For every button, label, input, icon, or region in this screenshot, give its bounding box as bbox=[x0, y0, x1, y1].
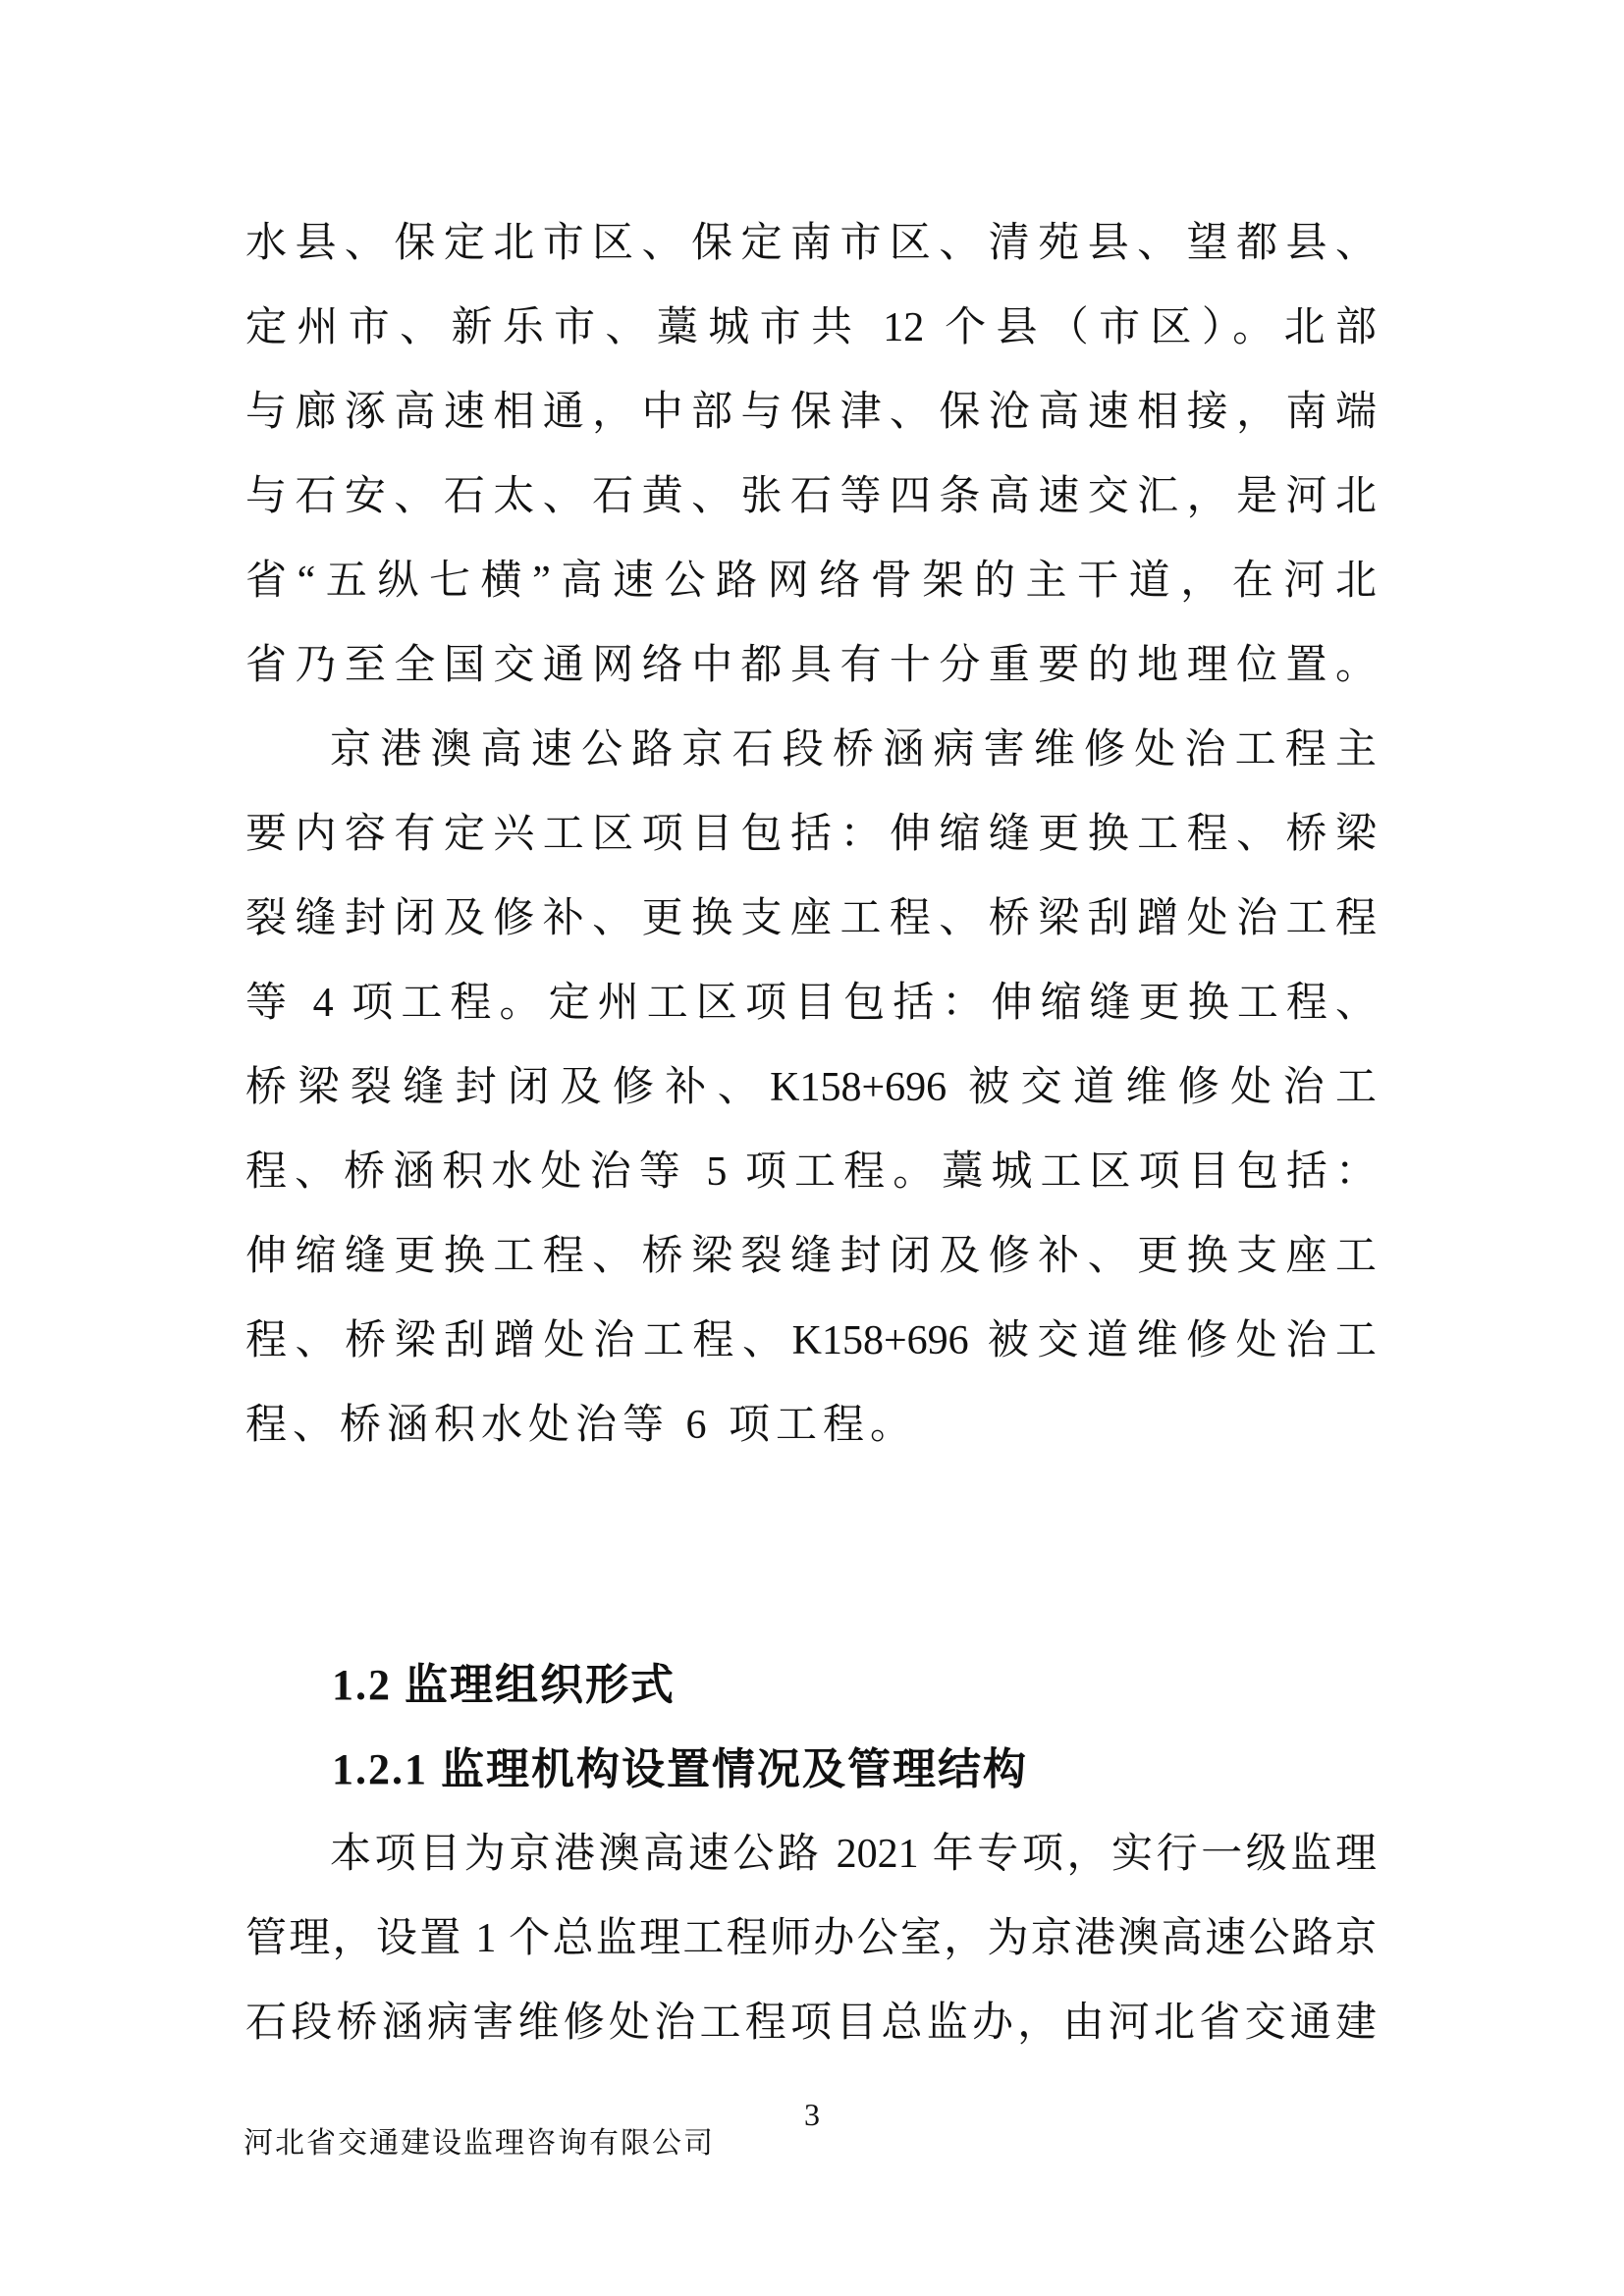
body-paragraphs bbox=[245, 201, 1377, 1468]
text-line: 程、桥涵积水处治等 5 项工程。藁城工区项目包括： bbox=[245, 1149, 1377, 1195]
heading-1-2: 1.2 监理组织形式 bbox=[332, 1661, 676, 1709]
text-line: 伸缩缝更换工程、桥梁裂缝封闭及修补、更换支座工 bbox=[245, 1234, 1377, 1279]
text-line: 石段桥涵病害维修处治工程项目总监办，由河北省交通建 bbox=[245, 2001, 1377, 2046]
text-line: 京港澳高速公路京石段桥涵病害维修处治工程主 bbox=[330, 727, 1377, 773]
text-line: 等 4 项工程。定州工区项目包括：伸缩缝更换工程、 bbox=[245, 981, 1377, 1026]
text-line: 省“五纵七横”高速公路网络骨架的主干道，在河北 bbox=[245, 559, 1377, 604]
heading-1-2-1: 1.2.1 监理机构设置情况及管理结构 bbox=[332, 1745, 1028, 1793]
text-line: 本项目为京港澳高速公路 2021 年专项，实行一级监理 bbox=[330, 1832, 1377, 1877]
page-number: 3 bbox=[804, 2097, 820, 2132]
text-line: 程、桥梁刮蹭处治工程、K158+696 被交道维修处治工 bbox=[245, 1318, 1377, 1363]
text-line: 与石安、石太、石黄、张石等四条高速交汇，是河北 bbox=[245, 474, 1377, 519]
text-line: 程、桥涵积水处治等 6 项工程。 bbox=[245, 1403, 918, 1448]
text-line: 裂缝封闭及修补、更换支座工程、桥梁刮蹭处治工程 bbox=[245, 896, 1377, 941]
text-line: 要内容有定兴工区项目包括：伸缩缝更换工程、桥梁 bbox=[245, 812, 1377, 857]
section-headings bbox=[245, 1643, 1377, 1812]
footer-company-name: 河北省交通建设监理咨询有限公司 bbox=[244, 2127, 715, 2160]
text-line: 桥梁裂缝封闭及修补、K158+696 被交道维修处治工 bbox=[245, 1065, 1377, 1110]
text-line: 与廊涿高速相通，中部与保津、保沧高速相接，南端 bbox=[245, 390, 1377, 435]
text-line: 定州市、新乐市、藁城市共 12 个县（市区）。北部 bbox=[245, 305, 1377, 350]
text-line: 管理，设置 1 个总监理工程师办公室，为京港澳高速公路京 bbox=[245, 1916, 1377, 1961]
section-paragraph bbox=[245, 1812, 1377, 2065]
text-line: 水县、保定北市区、保定南市区、清苑县、望都县、 bbox=[245, 221, 1377, 266]
text-line: 省乃至全国交通网络中都具有十分重要的地理位置。 bbox=[245, 643, 1377, 688]
